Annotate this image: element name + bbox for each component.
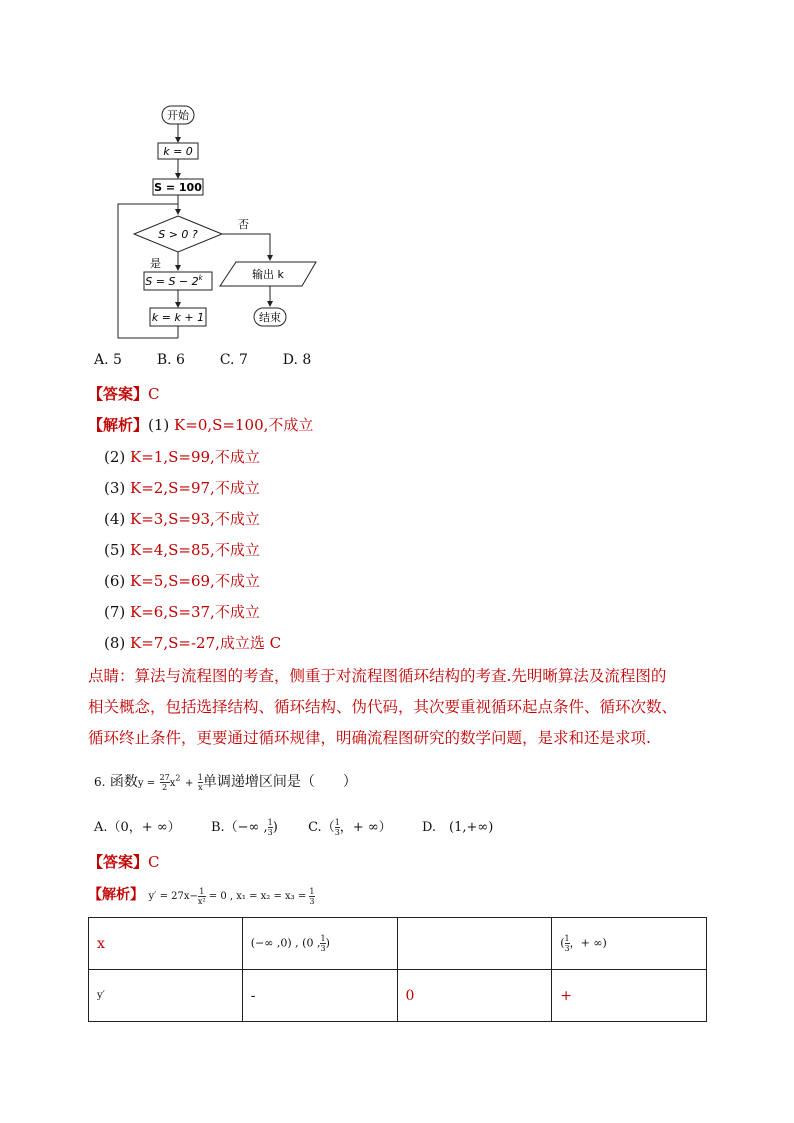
flow-update-s-label (145, 274, 203, 288)
q6-option-b-den: 3 (267, 828, 273, 837)
q6-analysis-tag: 【解析】 (88, 887, 144, 903)
table-cell-x-interval-2 (552, 918, 707, 970)
q6-option-b (211, 820, 278, 835)
flow-update-k-label: k = k + 1 (151, 311, 205, 324)
q6-coef-fraction (160, 773, 170, 792)
q5-analysis-tag: 【解析】 (88, 416, 149, 434)
q5-step-6 (104, 570, 260, 591)
flow-condition-label: S > 0 ? (158, 228, 198, 241)
table-x-interval-2-pre: ( (560, 936, 565, 950)
q6-inv-num: 1 (197, 772, 203, 782)
q5-step-1-index: (1) (148, 416, 170, 434)
q5-step-7-index: (7) (104, 603, 126, 621)
q6-deriv-rest: = 0 , x₁ = x₂ = x₃ = (208, 891, 307, 902)
q5-option-c: C. 7 (219, 352, 248, 368)
q5-answer-value: C (148, 385, 160, 403)
q6-x2: x (169, 778, 176, 789)
sign-table (88, 917, 707, 1022)
table-x-interval-1-den: 3 (320, 944, 326, 953)
table-x-interval-1-post: ) (325, 936, 330, 950)
q5-step-2-index: (2) (104, 448, 126, 466)
q6-stem-suffix: 单调递增区间是（ ） (202, 774, 357, 790)
table-cell-x-point (397, 918, 552, 970)
q5-note-line-2: 相关概念，包括选择结构、循环结构、伪代码，其次要重视循环起点条件、循环次数、 (88, 698, 678, 716)
q6-root-fraction (309, 887, 314, 906)
q6-option-c-post: ，+ ∞） (339, 820, 392, 835)
table-cell-x-interval-1 (242, 918, 397, 970)
flowchart (110, 100, 340, 350)
q6-option-d: D. (1,+∞) (421, 820, 494, 835)
q5-step-6-index: (6) (104, 572, 126, 590)
table-x-interval-2-den: 3 (564, 944, 570, 953)
flow-yes-label: 是 (150, 257, 161, 270)
q5-step-5-text: K=4,S=85,不成立 (130, 541, 260, 559)
table-x-interval-2-post: ，+ ∞) (569, 936, 607, 950)
q5-step-1-text: K=0,S=100,不成立 (174, 416, 314, 434)
table-cell-yprime-1: - (242, 970, 397, 1022)
q6-option-c-pre: C.（ (308, 820, 335, 835)
q5-step-8 (104, 632, 281, 653)
q6-coef-num: 27 (159, 772, 170, 782)
q5-step-5 (104, 539, 260, 560)
q5-step-3 (104, 477, 260, 498)
q5-step-4 (104, 508, 260, 529)
table-x-interval-1-pre: (−∞ ,0) , (0 , (250, 936, 321, 950)
q6-stem-prefix: 函数 (109, 774, 138, 790)
table-x-interval-2-num: 1 (564, 934, 570, 943)
q6-x2-exp: 2 (175, 773, 181, 783)
q5-step-8-index: (8) (104, 634, 126, 652)
flow-end-label: 结束 (259, 311, 281, 324)
q5-step-2 (104, 446, 260, 467)
q6-option-b-num: 1 (267, 818, 273, 827)
table-cell-yprime-3: + (552, 970, 707, 1022)
flow-update-s-main: S = S − 2 (145, 275, 199, 288)
q5-note-line-1: 点睛：算法与流程图的考查，侧重于对流程图循环结构的考查.先明晰算法及流程图的 (88, 667, 667, 685)
q5-step-2-text: K=1,S=99,不成立 (130, 448, 260, 466)
q5-step-3-text: K=2,S=97,不成立 (130, 479, 260, 497)
table-x-interval-1-num: 1 (320, 934, 326, 943)
table-row (89, 918, 707, 970)
flow-init-s-label: S = 100 (154, 181, 202, 194)
q6-root-num: 1 (309, 887, 315, 896)
q5-note-line-3: 循环终止条件，更要通过循环规律，明确流程图研究的数学问题，是求和还是求项. (88, 729, 651, 747)
q5-options (94, 352, 311, 368)
q6-analysis (88, 884, 315, 906)
q6-option-b-pre: B.（−∞ , (210, 820, 268, 835)
q5-answer-tag: 【答案】 (88, 385, 149, 403)
q6-number: 6. (94, 775, 106, 789)
flow-no-label: 否 (238, 218, 249, 231)
q5-option-a: A. 5 (94, 352, 122, 368)
q5-step-6-text: K=5,S=69,不成立 (130, 572, 260, 590)
q6-deriv-num: 1 (199, 887, 205, 896)
flow-start-label: 开始 (167, 109, 189, 122)
q6-option-c-den: 3 (334, 828, 340, 837)
q6-inv-den: x (198, 782, 203, 792)
flow-update-s-exp: k (198, 274, 203, 282)
q6-y-eq: y = (137, 778, 156, 789)
q6-deriv-den: x² (197, 897, 206, 906)
q6-option-b-post: ) (272, 820, 278, 835)
flow-init-k-label: k = 0 (163, 145, 193, 158)
q5-option-b: B. 6 (156, 352, 185, 368)
q6-answer-value: C (148, 853, 160, 871)
q6-derivative (148, 887, 315, 906)
q5-step-4-text: K=3,S=93,不成立 (130, 510, 260, 528)
q5-step-7-text: K=6,S=37,不成立 (130, 603, 260, 621)
q6-root-den: 3 (309, 897, 315, 906)
q5-step-3-index: (3) (104, 479, 126, 497)
q6-plus: + (184, 778, 194, 789)
table-cell-yprime-label: y′ (89, 970, 243, 1022)
q6-option-a: A.（0，+ ∞） (94, 820, 181, 835)
table-cell-x-label: x (89, 918, 243, 970)
q5-step-8-text: K=7,S=-27,成立选 C (130, 634, 282, 652)
q5-analysis (88, 414, 313, 435)
q5-step-4-index: (4) (104, 510, 126, 528)
q6-coef-den: 2 (160, 782, 170, 792)
q5-step-7 (104, 601, 260, 622)
q6-deriv-eq: = 27x− (159, 891, 198, 902)
q6-deriv-fraction (198, 887, 206, 906)
q6-y-prime: y′ (148, 891, 157, 902)
table-row (89, 970, 707, 1022)
q6-answer-tag: 【答案】 (88, 853, 149, 871)
q6-stem (94, 771, 357, 792)
q6-option-c-num: 1 (334, 818, 340, 827)
table-cell-yprime-2: 0 (397, 970, 552, 1022)
q6-options (94, 816, 493, 837)
flow-output-label: 输出 k (252, 268, 284, 281)
q5-answer (88, 383, 160, 404)
q6-option-c (308, 820, 392, 835)
q5-step-5-index: (5) (104, 541, 126, 559)
q6-answer (88, 851, 160, 872)
q5-option-d: D. 8 (282, 352, 312, 368)
